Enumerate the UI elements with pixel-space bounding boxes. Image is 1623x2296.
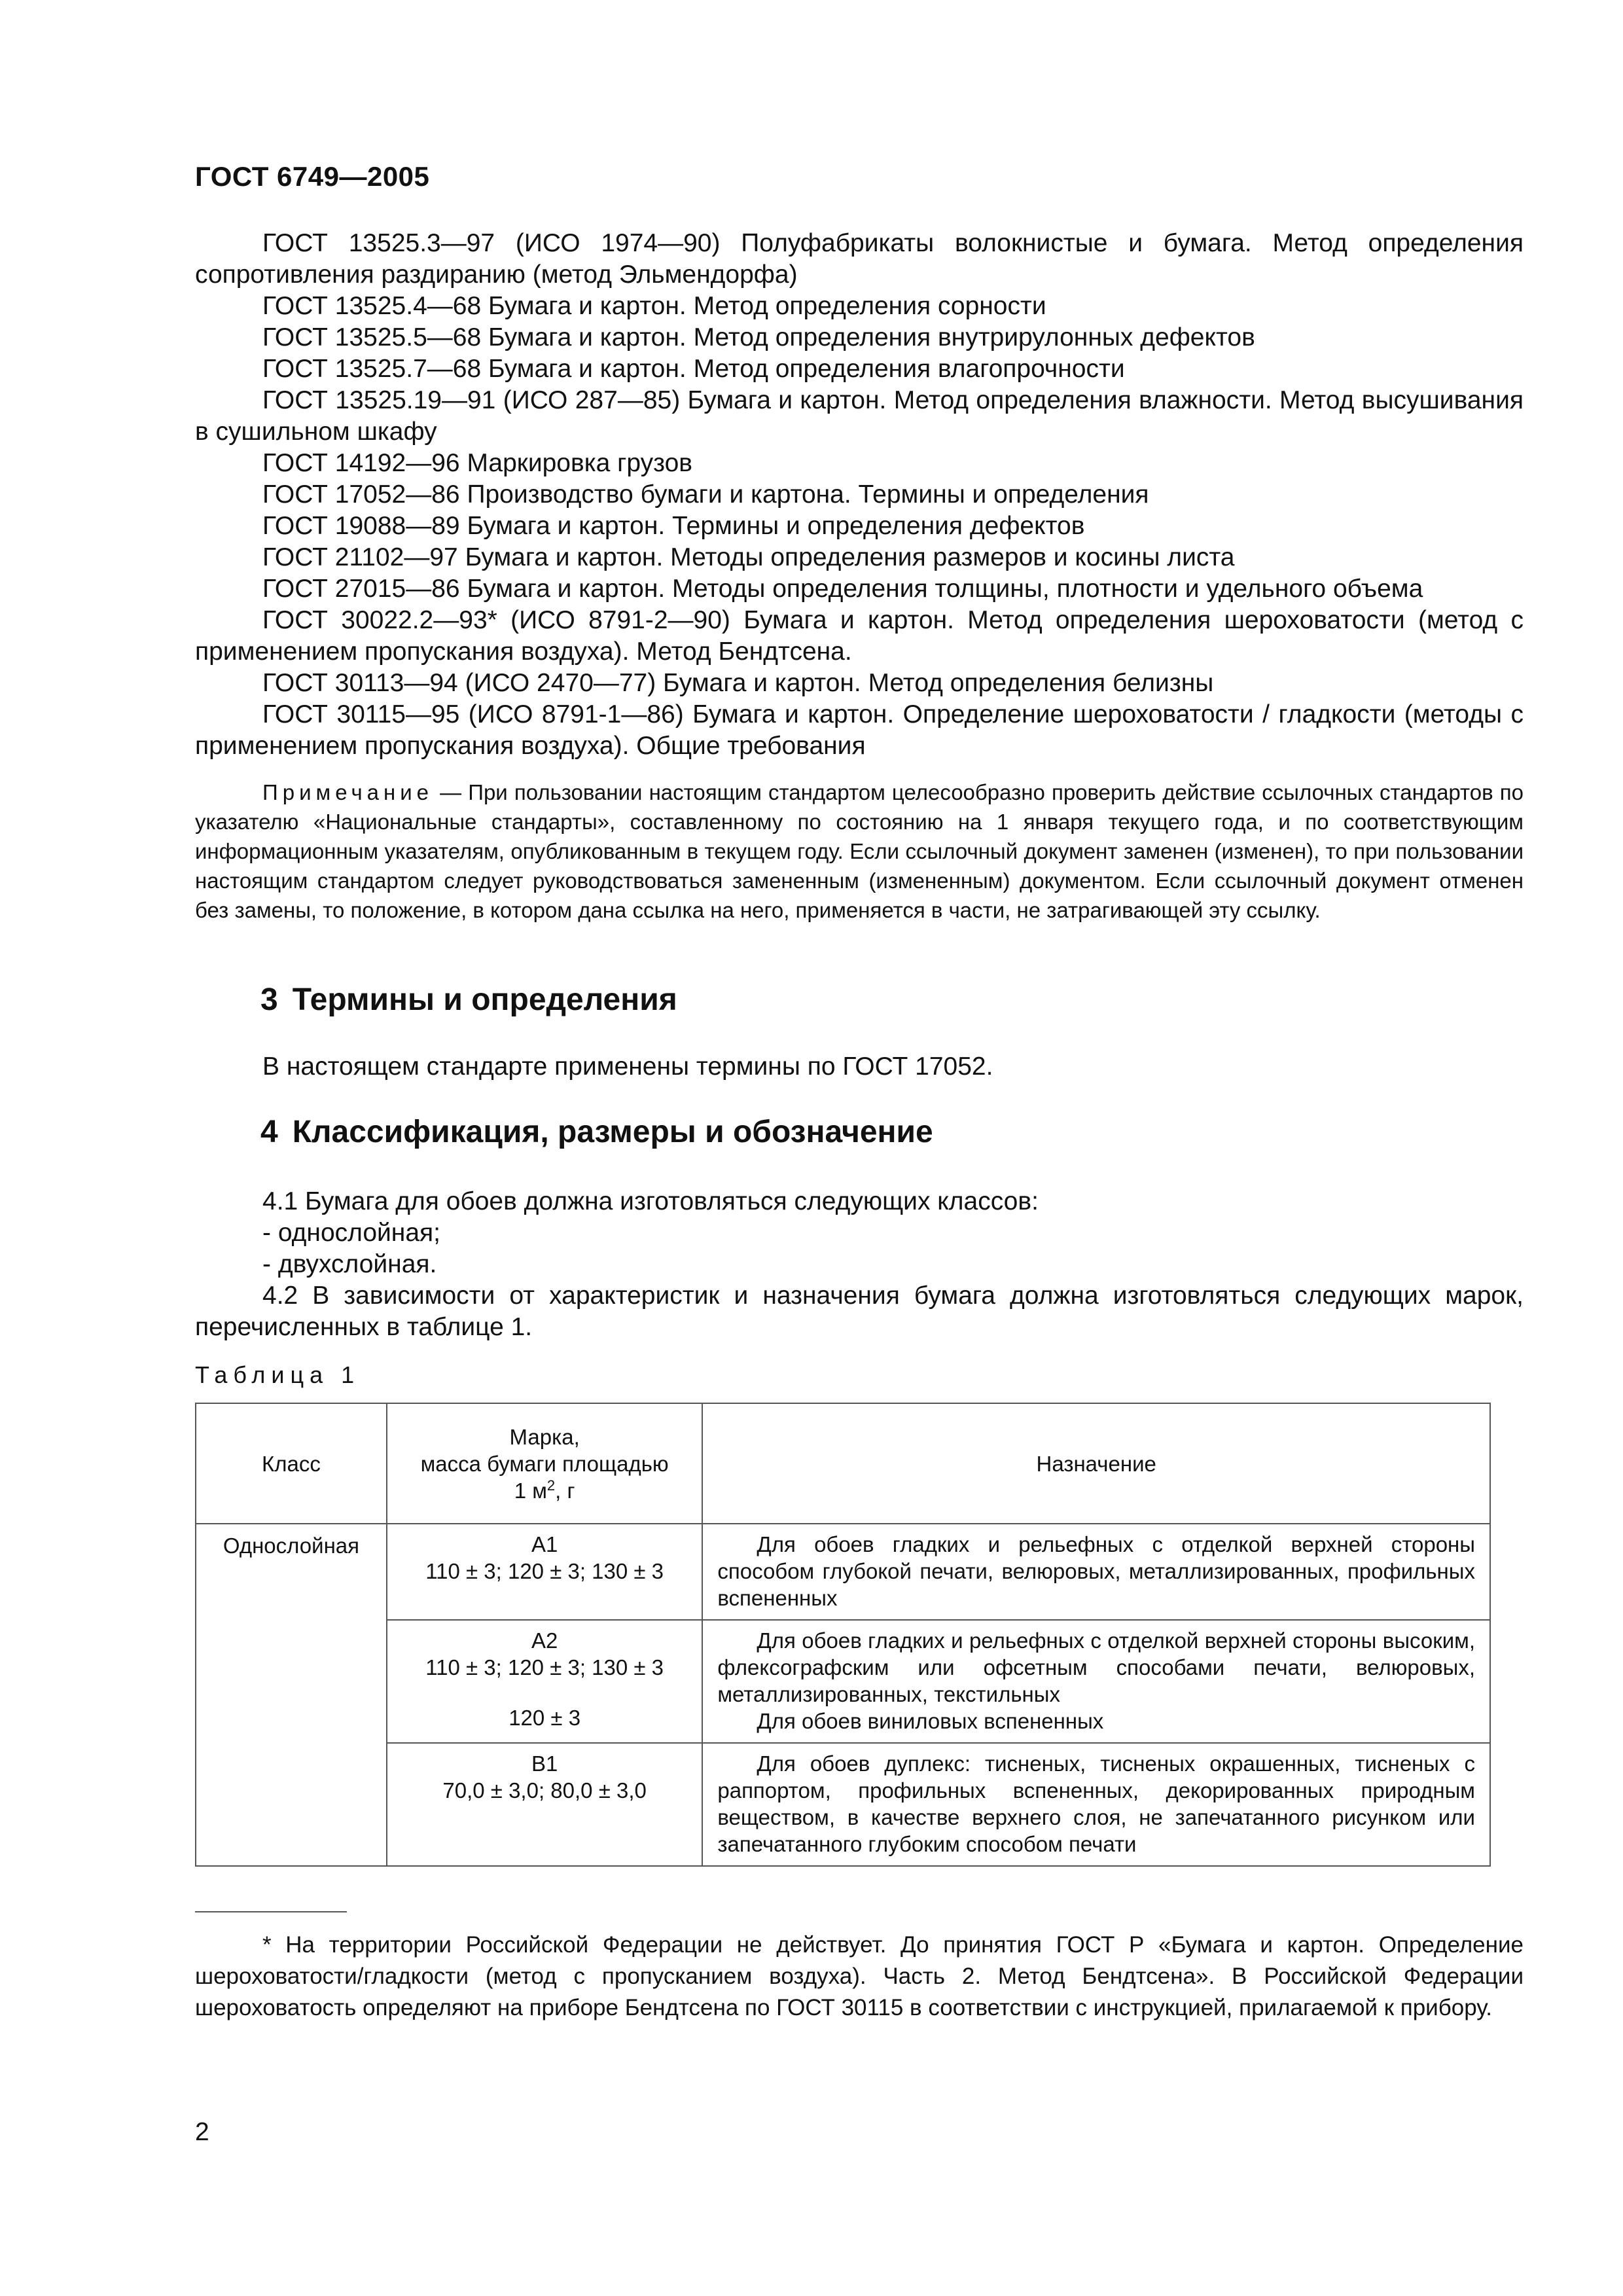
paper-grades-table <box>195 1403 1491 1867</box>
references-note <box>195 778 1524 925</box>
footnote: * На территории Российской Федерации не действует. До принятия ГОСТ Р «Бумага и картон. Определение шероховатости/гладкости (метод с пропусканием воздуха). Часть 2. Метод Бендтсена». В Российской Федерации шероховатость определяют на приборе Бендтсена по ГОСТ 30115 в соответствии с инструкцией, прилагаемой к прибору. <box>195 1932 1524 2020</box>
section-3-text: В настоящем стандарте применены термины по ГОСТ 17052. <box>262 1052 993 1081</box>
section-3-number: 3 <box>260 982 278 1017</box>
clause-4-2: 4.2 В зависимости от характеристик и назначения бумага должна изготовляться следующих марок, перечисленных в таблице 1. <box>195 1282 1524 1341</box>
note-text: — При пользовании настоящим стандартом целесообразно проверить действие ссылочных стандартов по указателю «Национальные стандарты», составленному по состоянию на 1 января текущего года, и по соответствующим информационным указателям, опубликованным в текущем году. Если ссылочный документ заменен (изменен), то при пользовании настоящим стандартом следует руководствоваться замененным (измененным) документом. Если ссылочный документ отменен без замены, то положение, в котором дана ссылка на него, применяется в части, не затрагивающей эту ссылку. <box>195 780 1524 922</box>
reference-item: ГОСТ 13525.19—91 (ИСО 287—85) Бумага и картон. Метод определения влажности. Метод высушивания в сушильном шкафу <box>195 386 1524 446</box>
mark-cell <box>387 1620 702 1743</box>
mark-code: А2 <box>531 1628 558 1653</box>
section-4-number: 4 <box>260 1115 278 1149</box>
document-header: ГОСТ 6749—2005 <box>195 161 430 192</box>
mark-mass: 110 ± 3; 120 ± 3; 130 ± 3 <box>425 1655 664 1679</box>
header-mark-unit: 1 м <box>514 1478 547 1503</box>
purpose-text-secondary: Для обоев виниловых вспененных <box>757 1709 1104 1733</box>
reference-item: ГОСТ 13525.7—68 Бумага и картон. Метод определения влагопрочности <box>262 355 1125 383</box>
header-class: Класс <box>196 1403 387 1524</box>
header-mark-superscript: 2 <box>546 1477 556 1494</box>
table-row <box>196 1743 1490 1866</box>
note-label: Примечание <box>262 780 434 804</box>
reference-item: ГОСТ 21102—97 Бумага и картон. Методы определения размеров и косины листа <box>262 543 1235 571</box>
reference-item: ГОСТ 13525.3—97 (ИСО 1974—90) Полуфабрикаты волокнистые и бумага. Метод определения сопротивления раздиранию (метод Эльмендорфа) <box>195 229 1524 289</box>
section-3-body <box>195 1051 1524 1083</box>
purpose-cell <box>702 1743 1490 1866</box>
page-number: 2 <box>195 2118 209 2146</box>
mark-mass-secondary: 120 ± 3 <box>508 1706 581 1730</box>
reference-item: ГОСТ 19088—89 Бумага и картон. Термины и определения дефектов <box>262 512 1085 540</box>
header-mark-line: Марка, <box>509 1424 580 1449</box>
mark-mass: 110 ± 3; 120 ± 3; 130 ± 3 <box>425 1559 664 1583</box>
header-mark-line <box>388 1477 701 1504</box>
section-3-heading <box>260 982 677 1018</box>
mark-cell <box>387 1743 702 1866</box>
header-mark <box>387 1403 702 1524</box>
list-item: - двухслойная. <box>262 1250 437 1278</box>
list-item: - однослойная; <box>262 1219 440 1247</box>
normative-references-list <box>195 228 1524 762</box>
table-row <box>196 1524 1490 1620</box>
mark-code: А1 <box>531 1532 558 1556</box>
class-cell: Однослойная <box>196 1524 387 1866</box>
header-mark-line: масса бумаги площадью <box>420 1451 669 1476</box>
table-row <box>196 1620 1490 1743</box>
mark-mass: 70,0 ± 3,0; 80,0 ± 3,0 <box>442 1778 647 1803</box>
purpose-cell <box>702 1620 1490 1743</box>
header-mark-unit-suffix: , г <box>555 1478 575 1503</box>
reference-item: ГОСТ 30115—95 (ИСО 8791-1—86) Бумага и картон. Определение шероховатости / гладкости (методы с применением пропускания воздуха). Общие требования <box>195 700 1524 760</box>
section-4-title: Классификация, размеры и обозначение <box>292 1115 933 1149</box>
purpose-text: Для обоев гладких и рельефных с отделкой верхней стороны высоким, флексографским или офсетным способами печати, велюровых, металлизированных, текстильных <box>717 1628 1475 1706</box>
reference-item: ГОСТ 30113—94 (ИСО 2470—77) Бумага и картон. Метод определения белизны <box>262 669 1214 697</box>
purpose-text: Для обоев гладких и рельефных с отделкой верхней стороны способом глубокой печати, велюровых, металлизированных, профильных вспененных <box>717 1532 1475 1610</box>
section-4-heading <box>260 1114 933 1150</box>
table-header-row <box>196 1403 1490 1524</box>
reference-item: ГОСТ 14192—96 Маркировка грузов <box>262 449 692 477</box>
section-3-title: Термины и определения <box>292 982 677 1017</box>
reference-item: ГОСТ 13525.5—68 Бумага и картон. Метод определения внутрирулонных дефектов <box>262 323 1255 351</box>
mark-code: В1 <box>531 1751 558 1776</box>
purpose-text: Для обоев дуплекс: тисненых, тисненых окрашенных, тисненых с раппортом, профильных вспененных, декорированных природным веществом, в качестве верхнего слоя, не запечатанного рисунком или запечатанного глубоким способом печати <box>717 1751 1475 1856</box>
clause-4-1: 4.1 Бумага для обоев должна изготовляться следующих классов: <box>262 1187 1039 1215</box>
section-4-body <box>195 1186 1524 1343</box>
mark-cell <box>387 1524 702 1620</box>
reference-item: ГОСТ 17052—86 Производство бумаги и картона. Термины и определения <box>262 480 1149 509</box>
table-caption: Таблица 1 <box>195 1361 361 1388</box>
reference-item: ГОСТ 30022.2—93* (ИСО 8791-2—90) Бумага и картон. Метод определения шероховатости (метод с применением пропускания воздуха). Метод Бендтсена. <box>195 606 1524 666</box>
reference-item: ГОСТ 27015—86 Бумага и картон. Методы определения толщины, плотности и удельного объема <box>262 575 1423 603</box>
purpose-cell <box>702 1524 1490 1620</box>
footnote-divider <box>195 1911 347 1912</box>
header-purpose: Назначение <box>702 1403 1490 1524</box>
reference-item: ГОСТ 13525.4—68 Бумага и картон. Метод определения сорности <box>262 292 1046 320</box>
